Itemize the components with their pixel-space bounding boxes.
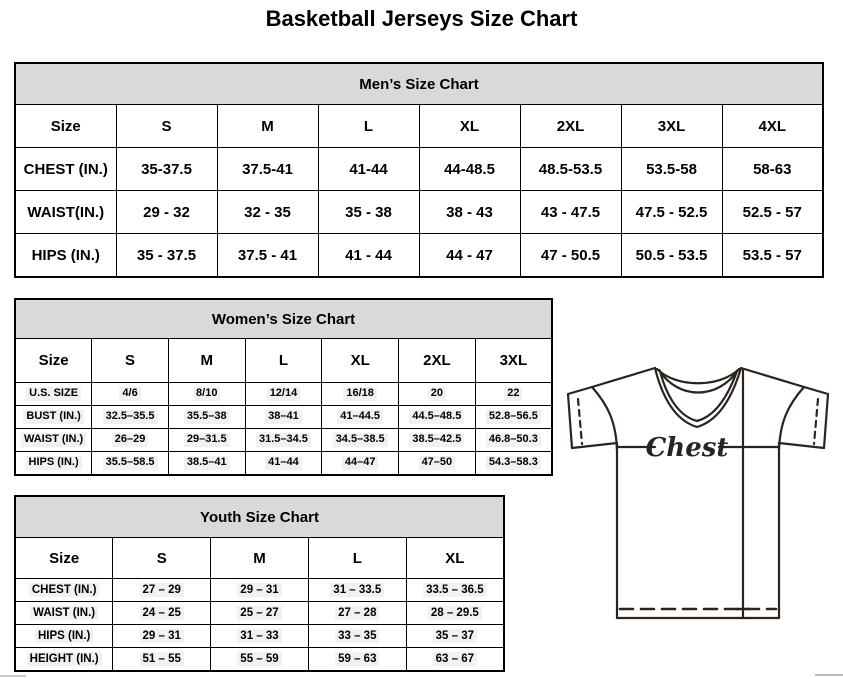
- cell: 35.5–58.5: [92, 452, 169, 476]
- column-header: M: [168, 339, 245, 383]
- cell: 38.5–42.5: [399, 429, 476, 452]
- table-row: [15, 602, 504, 625]
- column-header: 4XL: [722, 105, 823, 148]
- cell: 53.5-58: [621, 148, 722, 191]
- cell: 43 - 47.5: [520, 191, 621, 234]
- cell: 44-48.5: [419, 148, 520, 191]
- cell: 25 – 27: [211, 602, 309, 625]
- cell: 48.5-53.5: [520, 148, 621, 191]
- cell: 63 – 67: [406, 648, 504, 672]
- row-label: HIPS (IN.): [15, 234, 116, 278]
- cell: 29 – 31: [211, 579, 309, 602]
- cell: 12/14: [245, 383, 322, 406]
- column-header: Size: [15, 339, 92, 383]
- cell: 28 – 29.5: [406, 602, 504, 625]
- column-header: XL: [419, 105, 520, 148]
- column-header: M: [211, 538, 309, 579]
- row-label: BUST (IN.): [15, 406, 92, 429]
- cell: 52.5 - 57: [722, 191, 823, 234]
- cell: 35.5–38: [168, 406, 245, 429]
- chest-label: Chest: [645, 433, 729, 463]
- row-label: HEIGHT (IN.): [15, 648, 113, 672]
- column-header: S: [92, 339, 169, 383]
- table-row: [15, 625, 504, 648]
- table-row: [15, 406, 552, 429]
- row-label: HIPS (IN.): [15, 625, 113, 648]
- table-row: [15, 429, 552, 452]
- cell: 35-37.5: [116, 148, 217, 191]
- cell: 31 – 33: [211, 625, 309, 648]
- cell: 27 – 29: [113, 579, 211, 602]
- cell: 52.8–56.5: [475, 406, 552, 429]
- table-row: [15, 148, 823, 191]
- jersey-measurement-diagram: [556, 360, 840, 676]
- cell: 29 – 31: [113, 625, 211, 648]
- cell: 46.8–50.3: [475, 429, 552, 452]
- cell: 26–29: [92, 429, 169, 452]
- cell: 20: [399, 383, 476, 406]
- horizontal-scrollbar-fragment-right[interactable]: [815, 674, 843, 676]
- womens-table-title: Women’s Size Chart: [15, 299, 552, 339]
- column-header: Size: [15, 105, 116, 148]
- row-label: WAIST(IN.): [15, 191, 116, 234]
- cell: 44–47: [322, 452, 399, 476]
- cell: 32.5–35.5: [92, 406, 169, 429]
- column-header-row: [15, 105, 823, 148]
- cell: 55 – 59: [211, 648, 309, 672]
- cell: 47 - 50.5: [520, 234, 621, 278]
- youth-size-chart-table: [14, 495, 505, 672]
- row-label: CHEST (IN.): [15, 579, 113, 602]
- row-label: U.S. SIZE: [15, 383, 92, 406]
- column-header: M: [217, 105, 318, 148]
- row-label: WAIST (IN.): [15, 602, 113, 625]
- jersey-left-armhole-seam: [592, 387, 617, 450]
- cell: 47.5 - 52.5: [621, 191, 722, 234]
- column-header: 2XL: [520, 105, 621, 148]
- cell: 59 – 63: [308, 648, 406, 672]
- cell: 31 – 33.5: [308, 579, 406, 602]
- cell: 41-44: [318, 148, 419, 191]
- jersey-left-cuff-dashes: [578, 399, 582, 444]
- cell: 58-63: [722, 148, 823, 191]
- cell: 41–44: [245, 452, 322, 476]
- cell: 31.5–34.5: [245, 429, 322, 452]
- jersey-body-outline: [617, 443, 779, 618]
- column-header: XL: [406, 538, 504, 579]
- column-header: S: [113, 538, 211, 579]
- cell: 4/6: [92, 383, 169, 406]
- cell: 29 - 32: [116, 191, 217, 234]
- cell: 35 - 37.5: [116, 234, 217, 278]
- jersey-right-armhole-seam: [779, 387, 804, 450]
- cell: 37.5 - 41: [217, 234, 318, 278]
- table-title-row: [15, 496, 504, 538]
- page-title: Basketball Jerseys Size Chart: [265, 6, 578, 31]
- cell: 33.5 – 36.5: [406, 579, 504, 602]
- womens-size-chart-table: [14, 298, 553, 476]
- column-header-row: [15, 339, 552, 383]
- cell: 47–50: [399, 452, 476, 476]
- table-title-row: [15, 63, 823, 105]
- cell: 29–31.5: [168, 429, 245, 452]
- column-header: Size: [15, 538, 113, 579]
- table-row: [15, 452, 552, 476]
- mens-size-chart-table: [14, 62, 824, 278]
- mens-table-title: Men’s Size Chart: [15, 63, 823, 105]
- column-header-row: [15, 538, 504, 579]
- column-header: 2XL: [399, 339, 476, 383]
- cell: 35 - 38: [318, 191, 419, 234]
- cell: 37.5-41: [217, 148, 318, 191]
- cell: 50.5 - 53.5: [621, 234, 722, 278]
- column-header: L: [318, 105, 419, 148]
- row-label: HIPS (IN.): [15, 452, 92, 476]
- cell: 44.5–48.5: [399, 406, 476, 429]
- column-header: 3XL: [475, 339, 552, 383]
- horizontal-scrollbar-fragment-left[interactable]: [0, 675, 26, 677]
- cell: 41–44.5: [322, 406, 399, 429]
- cell: 44 - 47: [419, 234, 520, 278]
- cell: 35 – 37: [406, 625, 504, 648]
- cell: 34.5–38.5: [322, 429, 399, 452]
- table-row: [15, 234, 823, 278]
- table-row: [15, 191, 823, 234]
- cell: 38–41: [245, 406, 322, 429]
- cell: 22: [475, 383, 552, 406]
- column-header: 3XL: [621, 105, 722, 148]
- cell: 38 - 43: [419, 191, 520, 234]
- column-header: L: [245, 339, 322, 383]
- table-row: [15, 579, 504, 602]
- cell: 54.3–58.3: [475, 452, 552, 476]
- cell: 32 - 35: [217, 191, 318, 234]
- cell: 41 - 44: [318, 234, 419, 278]
- row-label: CHEST (IN.): [15, 148, 116, 191]
- cell: 8/10: [168, 383, 245, 406]
- table-row: [15, 383, 552, 406]
- cell: 53.5 - 57: [722, 234, 823, 278]
- column-header: S: [116, 105, 217, 148]
- table-title-row: [15, 299, 552, 339]
- cell: 16/18: [322, 383, 399, 406]
- column-header: XL: [322, 339, 399, 383]
- jersey-collar-rib-2: [659, 370, 738, 393]
- column-header: L: [308, 538, 406, 579]
- youth-table-title: Youth Size Chart: [15, 496, 504, 538]
- jersey-right-cuff-dashes: [814, 399, 818, 444]
- cell: 38.5–41: [168, 452, 245, 476]
- cell: 51 – 55: [113, 648, 211, 672]
- cell: 24 – 25: [113, 602, 211, 625]
- cell: 27 – 28: [308, 602, 406, 625]
- row-label: WAIST (IN.): [15, 429, 92, 452]
- cell: 33 – 35: [308, 625, 406, 648]
- table-row: [15, 648, 504, 672]
